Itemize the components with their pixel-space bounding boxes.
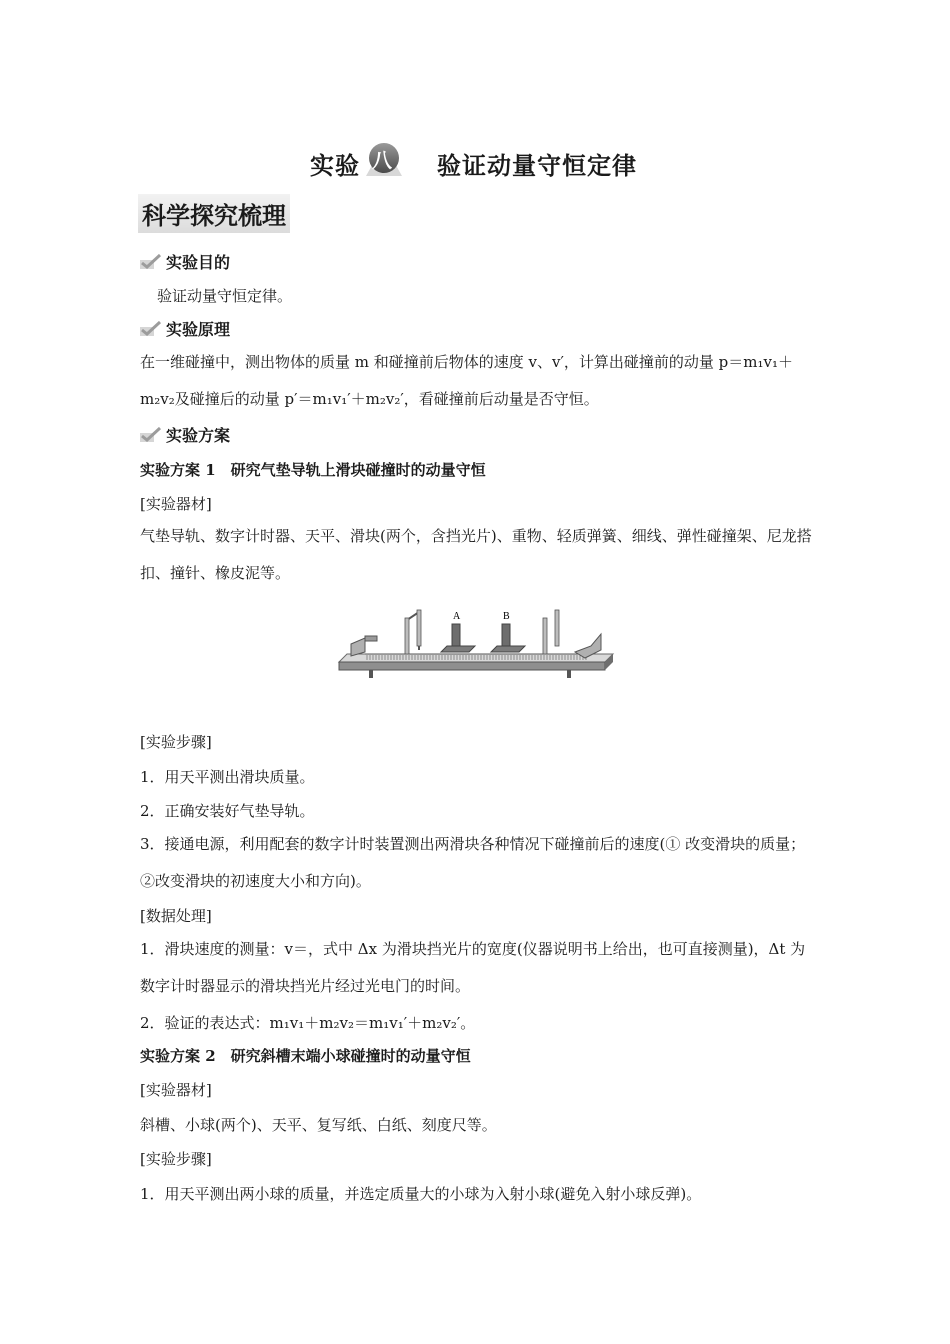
- plan2-equipment-label: [实验器材]: [140, 1081, 212, 1099]
- plan1-data-label: [数据处理]: [140, 907, 212, 925]
- purpose-heading: [140, 250, 230, 272]
- plan1-equipment: 气垫导轨、数字计时器、天平、滑块(两个，含挡光片)、重物、轻质弹簧、细线、弹性碰撞架、尼龙搭扣、撞针、橡皮泥等。: [140, 527, 812, 582]
- plan2-step-1: 1．用天平测出两小球的质量，并选定质量大的小球为入射小球(避免入射小球反弹)。: [140, 1185, 702, 1203]
- principle-heading-label: 实验原理: [166, 320, 231, 339]
- air-track-diagram: [335, 606, 617, 684]
- plan1-data-2: 2．验证的表达式：m₁v₁＋m₂v₂＝m₁v₁′＋m₂v₂′。: [140, 1014, 476, 1032]
- plans-heading-label: 实验方案: [166, 426, 231, 445]
- plan2-equipment: 斜槽、小球(两个)、天平、复写纸、白纸、刻度尺等。: [140, 1116, 497, 1134]
- plans-heading: [140, 423, 230, 445]
- principle-text: 在一维碰撞中，测出物体的质量 m 和碰撞前后物体的速度 v、v′，计算出碰撞前的动量 p＝m₁v₁＋m₂v₂及碰撞后的动量 p′＝m₁v₁′＋m₂v₂′，看碰撞前后动量是否守恒。: [140, 353, 793, 408]
- page-title: [0, 140, 950, 184]
- title-prefix: 实验: [310, 151, 360, 180]
- section-title: 科学探究梳理: [138, 194, 290, 233]
- plan2-steps-label: [实验步骤]: [140, 1150, 212, 1168]
- plan1-data-1: 1．滑块速度的测量：v＝，式中 Δx 为滑块挡光片的宽度(仪器说明书上给出，也可直接测量)，Δt 为数字计时器显示的滑块挡光片经过光电门的时间。: [140, 940, 806, 995]
- plan1-steps-label: [实验步骤]: [140, 733, 212, 751]
- badge-label: 八: [372, 148, 392, 172]
- plan1-step-1: 1．用天平测出滑块质量。: [140, 768, 315, 786]
- plan1-title: 实验方案 1 研究气垫导轨上滑块碰撞时的动量守恒: [140, 461, 486, 479]
- check-icon: [140, 254, 162, 270]
- principle-heading: [140, 317, 230, 339]
- plan1-step-2: 2．正确安装好气垫导轨。: [140, 802, 315, 820]
- slider-a-label: A: [453, 611, 461, 622]
- check-icon: [140, 427, 162, 443]
- plan2-title: 实验方案 2 研究斜槽末端小球碰撞时的动量守恒: [140, 1047, 471, 1065]
- check-icon: [140, 321, 162, 337]
- plan1-step-3: 3．接通电源，利用配套的数字计时装置测出两滑块各种情况下碰撞前后的速度(① 改变滑块的质量；②改变滑块的初速度大小和方向)。: [140, 835, 806, 890]
- experiment-number-badge: [360, 140, 408, 180]
- purpose-text: 验证动量守恒定律。: [157, 287, 293, 305]
- title-main: 验证动量守恒定律: [437, 151, 637, 180]
- slider-b-label: B: [503, 611, 510, 622]
- plan1-equipment-label: [实验器材]: [140, 495, 212, 513]
- purpose-heading-label: 实验目的: [166, 253, 231, 272]
